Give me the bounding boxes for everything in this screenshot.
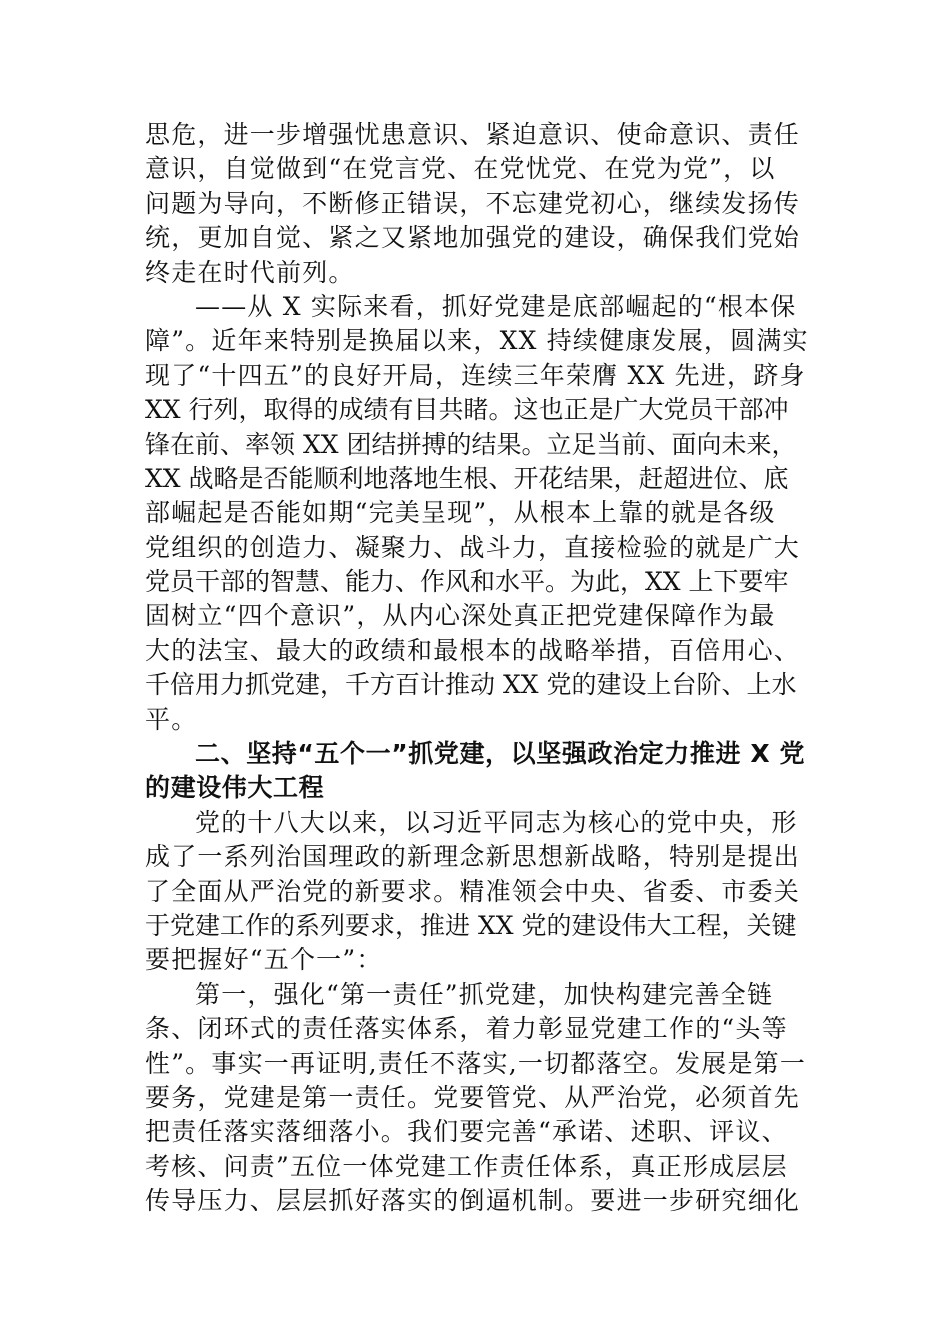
- paragraph-line: 终走在时代前列。: [145, 257, 355, 287]
- paragraph-line: 党员干部的智慧、能力、作风和水平。为此，XX 上下要牢: [145, 567, 789, 597]
- paragraph-line: 现了“十四五”的良好开局，连续三年荣膺 XX 先进，跻身: [145, 360, 806, 390]
- paragraph-line: 传导压力、层层抓好落实的倒逼机制。要进一步研究细化: [145, 1186, 801, 1216]
- paragraph-line: 条、闭环式的责任落实体系，着力彰显党建工作的“头等: [145, 1014, 788, 1044]
- paragraph-line: 要把握好“五个一”：: [145, 945, 383, 975]
- paragraph-line: 平。: [145, 704, 198, 734]
- paragraph-line: 成了一系列治国理政的新理念新思想新战略，特别是提出: [145, 842, 801, 872]
- paragraph-line: 第一，强化“第一责任”抓党建，加快构建完善全链: [195, 979, 774, 1009]
- paragraph-line: 意识，自觉做到“在党言党、在党忧党、在党为党”，以: [145, 154, 776, 184]
- paragraph-line: ——从 X 实际来看，抓好党建是底部崛起的“根本保: [195, 291, 797, 321]
- section-heading-line: 二、坚持“五个一”抓党建，以坚强政治定力推进 X 党: [195, 739, 806, 769]
- document-body: [145, 118, 810, 1219]
- paragraph-line: XX 战略是否能顺利地落地生根、开花结果，赶超进位、底: [145, 463, 789, 493]
- paragraph-line: 障”。近年来特别是换届以来，XX 持续健康发展，圆满实: [145, 326, 809, 356]
- paragraph-line: 把责任落实落细落小。我们要完善“承诺、述职、评议、: [145, 1117, 788, 1147]
- paragraph-line: 统，更加自觉、紧之又紧地加强党的建设，确保我们党始: [145, 223, 801, 253]
- paragraph-line: XX 行列，取得的成绩有目共睹。这也正是广大党员干部冲: [145, 395, 789, 425]
- paragraph-line: 性”。事实一再证明,责任不落实,一切都落空。发展是第一: [145, 1048, 807, 1078]
- paragraph-line: 考核、问责”五位一体党建工作责任体系，真正形成层层: [145, 1151, 788, 1181]
- paragraph-line: 部崛起是否能如期“完美呈现”，从根本上靠的就是各级: [145, 498, 776, 528]
- paragraph-line: 千倍用力抓党建，千方百计推动 XX 党的建设上台阶、上水: [145, 670, 797, 700]
- paragraph-line: 于党建工作的系列要求，推进 XX 党的建设伟大工程，关键: [145, 910, 797, 940]
- paragraph-line: 锋在前、率领 XX 团结拼搏的结果。立足当前、面向未来，: [145, 429, 797, 459]
- paragraph-line: 党的十八大以来，以习近平同志为核心的党中央，形: [195, 807, 798, 837]
- paragraph-line: 问题为导向，不断修正错误，不忘建党初心，继续发扬传: [145, 188, 801, 218]
- paragraph-line: 固树立“四个意识”，从内心深处真正把党建保障作为最: [145, 601, 776, 631]
- paragraph-line: 党组织的创造力、凝聚力、战斗力，直接检验的就是广大: [145, 532, 801, 562]
- section-heading-line: 的建设伟大工程: [145, 773, 325, 803]
- paragraph-line: 了全面从严治党的新要求。精准领会中央、省委、市委关: [145, 876, 801, 906]
- paragraph-line: 大的法宝、最大的政绩和最根本的战略举措，百倍用心、: [145, 635, 801, 665]
- paragraph-line: 要务，党建是第一责任。党要管党、从严治党，必须首先: [145, 1082, 801, 1112]
- paragraph-line: 思危，进一步增强忧患意识、紧迫意识、使命意识、责任: [145, 120, 801, 149]
